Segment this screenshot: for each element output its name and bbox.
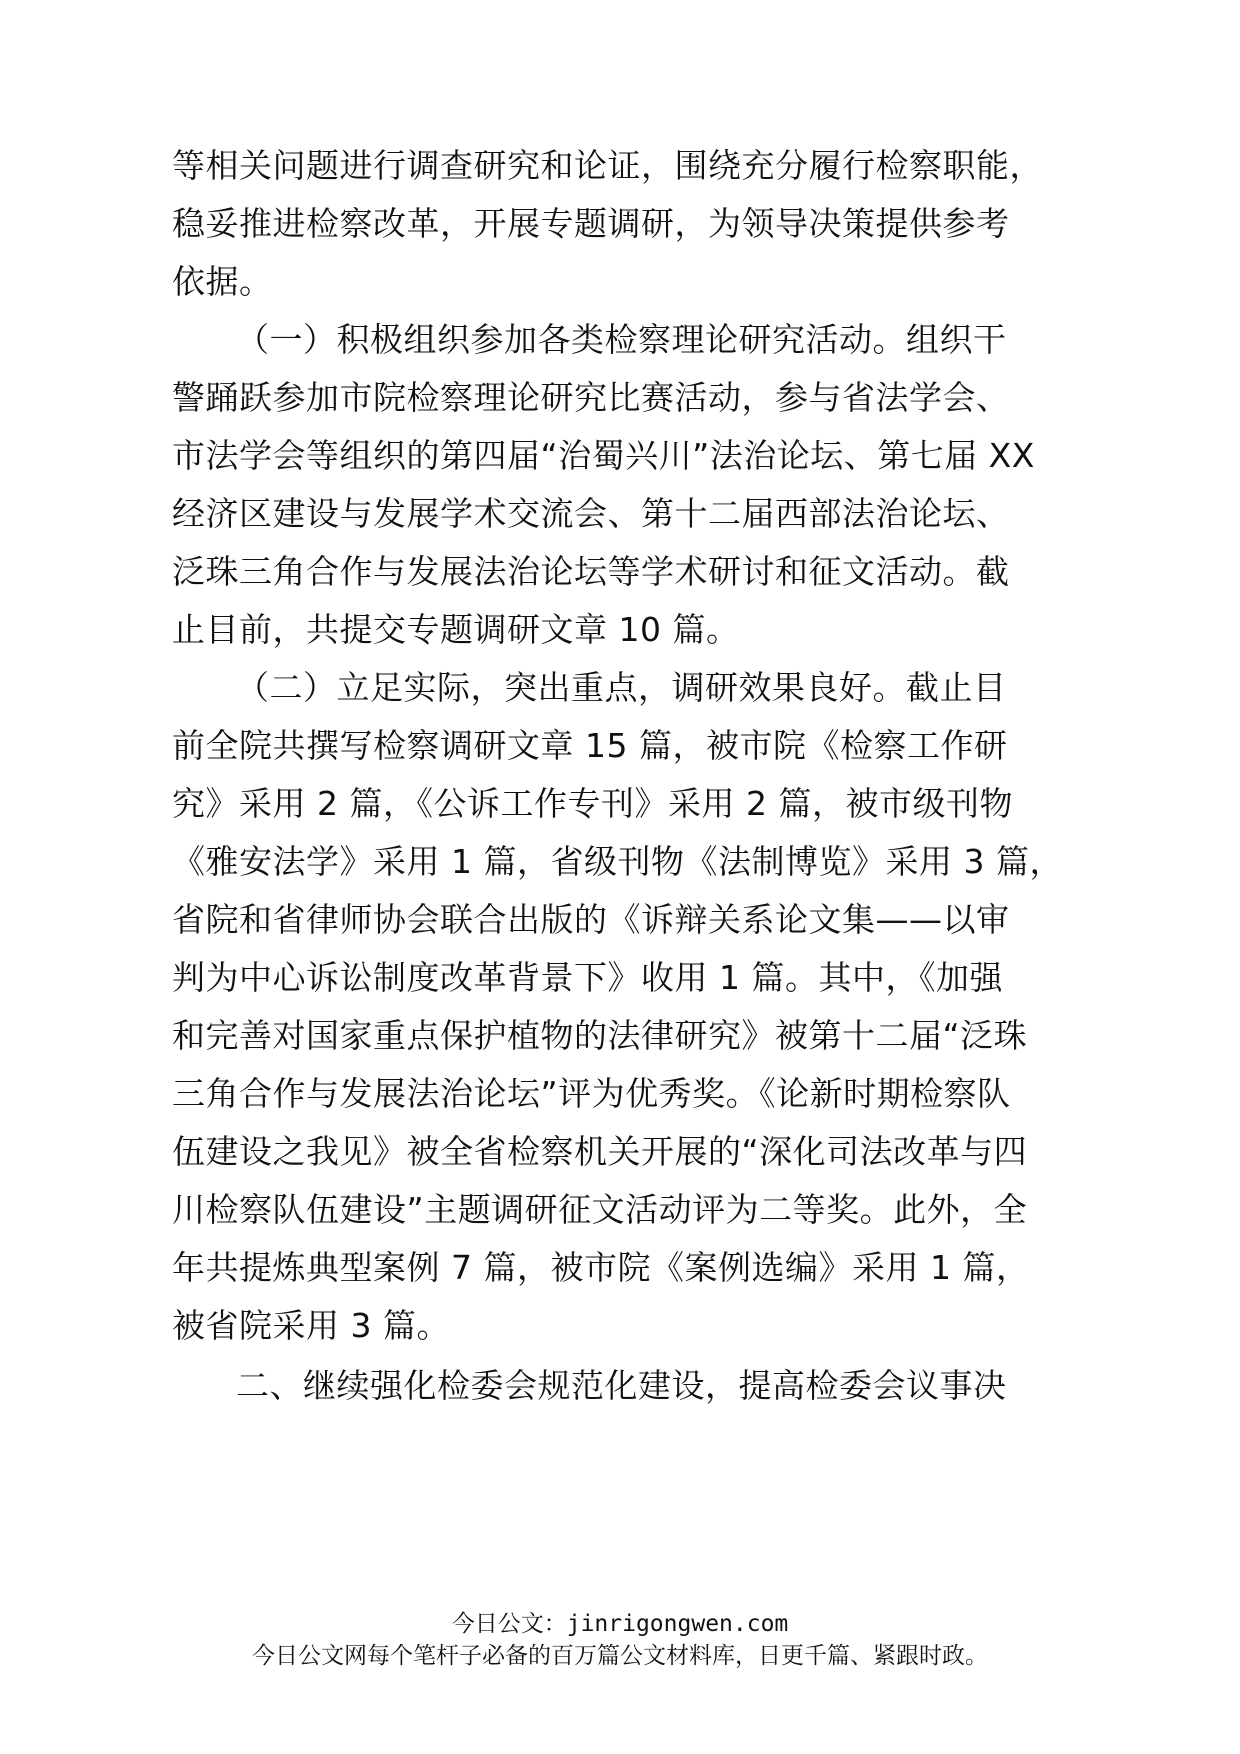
body-line-21: 被省院采用 3 篇。 <box>172 1306 450 1345</box>
body-line-11: 前全院共撰写检察调研文章 15 篇，被市院《检察工作研 <box>172 726 1008 765</box>
body-line-16: 和完善对国家重点保护植物的法律研究》被第十二届“泛珠 <box>172 1016 1028 1055</box>
body-line-1: 等相关问题进行调查研究和论证，围绕充分履行检察职能， <box>172 146 1043 185</box>
body-line-2: 稳妥推进检察改革，开展专题调研，为领导决策提供参考 <box>172 204 1010 243</box>
body-line-22: 二、继续强化检委会规范化建设，提高检委会议事决 <box>236 1366 1007 1405</box>
body-line-15: 判为中心诉讼制度改革背景下》收用 1 篇。其中，《加强 <box>172 958 1003 997</box>
body-line-4: （一）积极组织参加各类检察理论研究活动。组织干 <box>236 320 1007 359</box>
body-line-12: 究》采用 2 篇，《公诉工作专刊》采用 2 篇，被市级刊物 <box>172 784 1013 823</box>
footer-site <box>0 1608 1240 1640</box>
body-line-9: 止目前，共提交专题调研文章 10 篇。 <box>172 610 740 649</box>
body-line-7: 经济区建设与发展学术交流会、第十二届西部法治论坛、 <box>172 494 1010 533</box>
body-line-6: 市法学会等组织的第四届“治蜀兴川”法治论坛、第七届 XX <box>172 436 1035 475</box>
footer-slogan: 今日公文网每个笔杆子必备的百万篇公文材料库，日更千篇、紧跟时政。 <box>252 1643 988 1669</box>
body-line-14: 省院和省律师协会联合出版的《诉辩关系论文集——以审 <box>172 900 1010 939</box>
body-line-20: 年共提炼典型案例 7 篇，被市院《案例选编》采用 1 篇， <box>172 1248 1030 1287</box>
footer-site-url[interactable]: jinrigongwen.com <box>566 1611 789 1637</box>
body-line-13: 《雅安法学》采用 1 篇，省级刊物《法制博览》采用 3 篇， <box>172 842 1063 881</box>
body-line-3: 依据。 <box>172 262 273 301</box>
body-line-10: （二）立足实际，突出重点，调研效果良好。截止目 <box>236 668 1007 707</box>
body-line-8: 泛珠三角合作与发展法治论坛等学术研讨和征文活动。截 <box>172 552 1010 591</box>
body-line-19: 川检察队伍建设”主题调研征文活动评为二等奖。此外，全 <box>172 1190 1028 1229</box>
body-line-17: 三角合作与发展法治论坛”评为优秀奖。《论新时期检察队 <box>172 1074 1011 1113</box>
footer-site-label: 今日公文： <box>451 1611 567 1637</box>
body-line-5: 警踊跃参加市院检察理论研究比赛活动，参与省法学会、 <box>172 378 1010 417</box>
body-line-18: 伍建设之我见》被全省检察机关开展的“深化司法改革与四 <box>172 1132 1028 1171</box>
